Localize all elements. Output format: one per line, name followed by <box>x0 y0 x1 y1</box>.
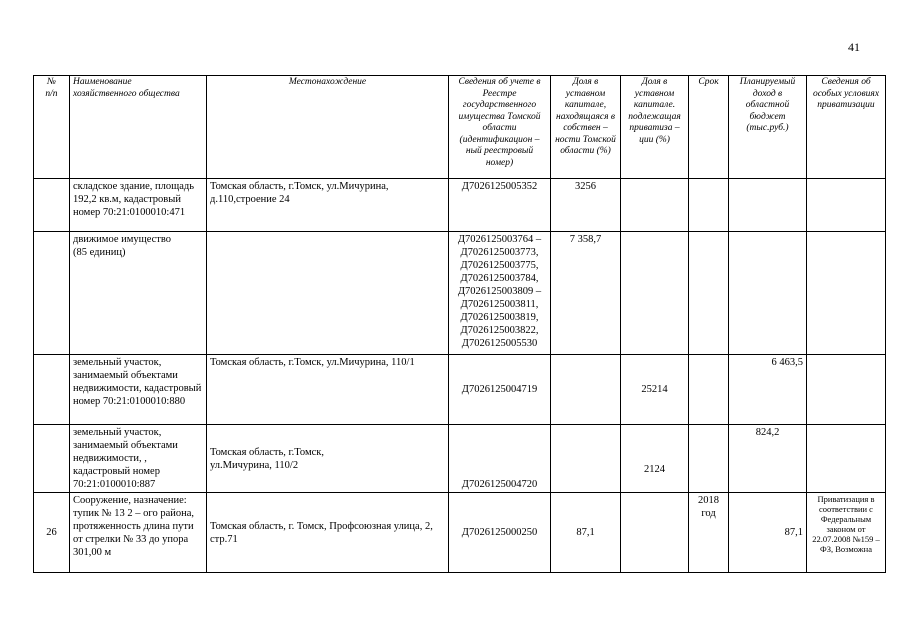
header-num: № п/п <box>34 76 70 179</box>
cell-share-owned <box>551 425 621 493</box>
cell-income: 6 463,5 <box>729 355 807 425</box>
cell-registry: Д7026125004720 <box>449 425 551 493</box>
table-row <box>34 232 886 355</box>
cell-location: Томская область, г.Томск, ул.Мичурина, 110/2 <box>207 425 449 493</box>
table-row <box>34 493 886 573</box>
cell-location: Томская область, г. Томск, Профсоюзная улица, 2, стр.71 <box>207 493 449 573</box>
header-share-owned: Доля в уставном капитале, находящаяся в собствен – ности Томской области (%) <box>551 76 621 179</box>
cell-share-owned <box>551 355 621 425</box>
cell-conditions <box>807 179 886 232</box>
cell-registry: Д7026125003764 – Д7026125003773, Д7026125003775, Д7026125003784, Д7026125003809 – Д7026125003811, Д7026125003819, Д7026125003822, Д7026125005530 <box>449 232 551 355</box>
cell-share-privatized <box>621 232 689 355</box>
header-location: Местонахождение <box>207 76 449 179</box>
cell-term <box>689 425 729 493</box>
cell-term <box>689 232 729 355</box>
cell-location <box>207 232 449 355</box>
cell-name: Сооружение, назначение: тупик № 13 2 – ого района, протяженность длина пути от стрелки № 33 до упора 301,00 м <box>70 493 207 573</box>
cell-conditions <box>807 355 886 425</box>
header-conditions: Сведения об особых условиях приватизации <box>807 76 886 179</box>
header-term: Срок <box>689 76 729 179</box>
cell-name: земельный участок, занимаемый объектами недвижимости, кадастровый номер 70:21:0100010:880 <box>70 355 207 425</box>
cell-income <box>729 179 807 232</box>
header-name: Наименование хозяйственного общества <box>70 76 207 179</box>
header-share-privatized: Доля в уставном капитале. подлежащая приватиза – ции (%) <box>621 76 689 179</box>
cell-term <box>689 179 729 232</box>
cell-registry: Д7026125005352 <box>449 179 551 232</box>
cell-num <box>34 355 70 425</box>
privatization-table <box>33 75 886 573</box>
cell-location: Томская область, г.Томск, ул.Мичурина, д.110,строение 24 <box>207 179 449 232</box>
cell-num <box>34 179 70 232</box>
header-income: Планируемый доход в областной бюджет (тыс.руб.) <box>729 76 807 179</box>
cell-income <box>729 232 807 355</box>
cell-name: движимое имущество (85 единиц) <box>70 232 207 355</box>
header-registry: Сведения об учете в Реестре государственного имущества Томской области (идентификацион – ный реестровый номер) <box>449 76 551 179</box>
cell-location: Томская область, г.Томск, ул.Мичурина, 110/1 <box>207 355 449 425</box>
table-row <box>34 355 886 425</box>
cell-name: земельный участок, занимаемый объектами недвижимости, , кадастровый номер 70:21:0100010:887 <box>70 425 207 493</box>
cell-name: складское здание, площадь 192,2 кв.м, кадастровый номер 70:21:0100010:471 <box>70 179 207 232</box>
cell-share-owned: 87,1 <box>551 493 621 573</box>
cell-conditions <box>807 232 886 355</box>
table-row <box>34 179 886 232</box>
cell-share-privatized <box>621 493 689 573</box>
table-row <box>34 425 886 493</box>
header-row <box>34 76 886 179</box>
cell-share-privatized: 2124 <box>621 425 689 493</box>
cell-income: 824,2 <box>729 425 807 493</box>
cell-num <box>34 425 70 493</box>
cell-share-owned: 3256 <box>551 179 621 232</box>
cell-num: 26 <box>34 493 70 573</box>
cell-share-owned: 7 358,7 <box>551 232 621 355</box>
cell-income: 87,1 <box>729 493 807 573</box>
cell-registry: Д7026125004719 <box>449 355 551 425</box>
cell-share-privatized: 25214 <box>621 355 689 425</box>
cell-term <box>689 355 729 425</box>
cell-term: 2018 год <box>689 493 729 573</box>
cell-conditions <box>807 425 886 493</box>
page-number: 41 <box>848 40 860 54</box>
cell-registry: Д7026125000250 <box>449 493 551 573</box>
cell-conditions: Приватизация в соответствии с Федеральным законом от 22.07.2008 №159 – ФЗ, Возможна <box>807 493 886 573</box>
cell-share-privatized <box>621 179 689 232</box>
cell-num <box>34 232 70 355</box>
